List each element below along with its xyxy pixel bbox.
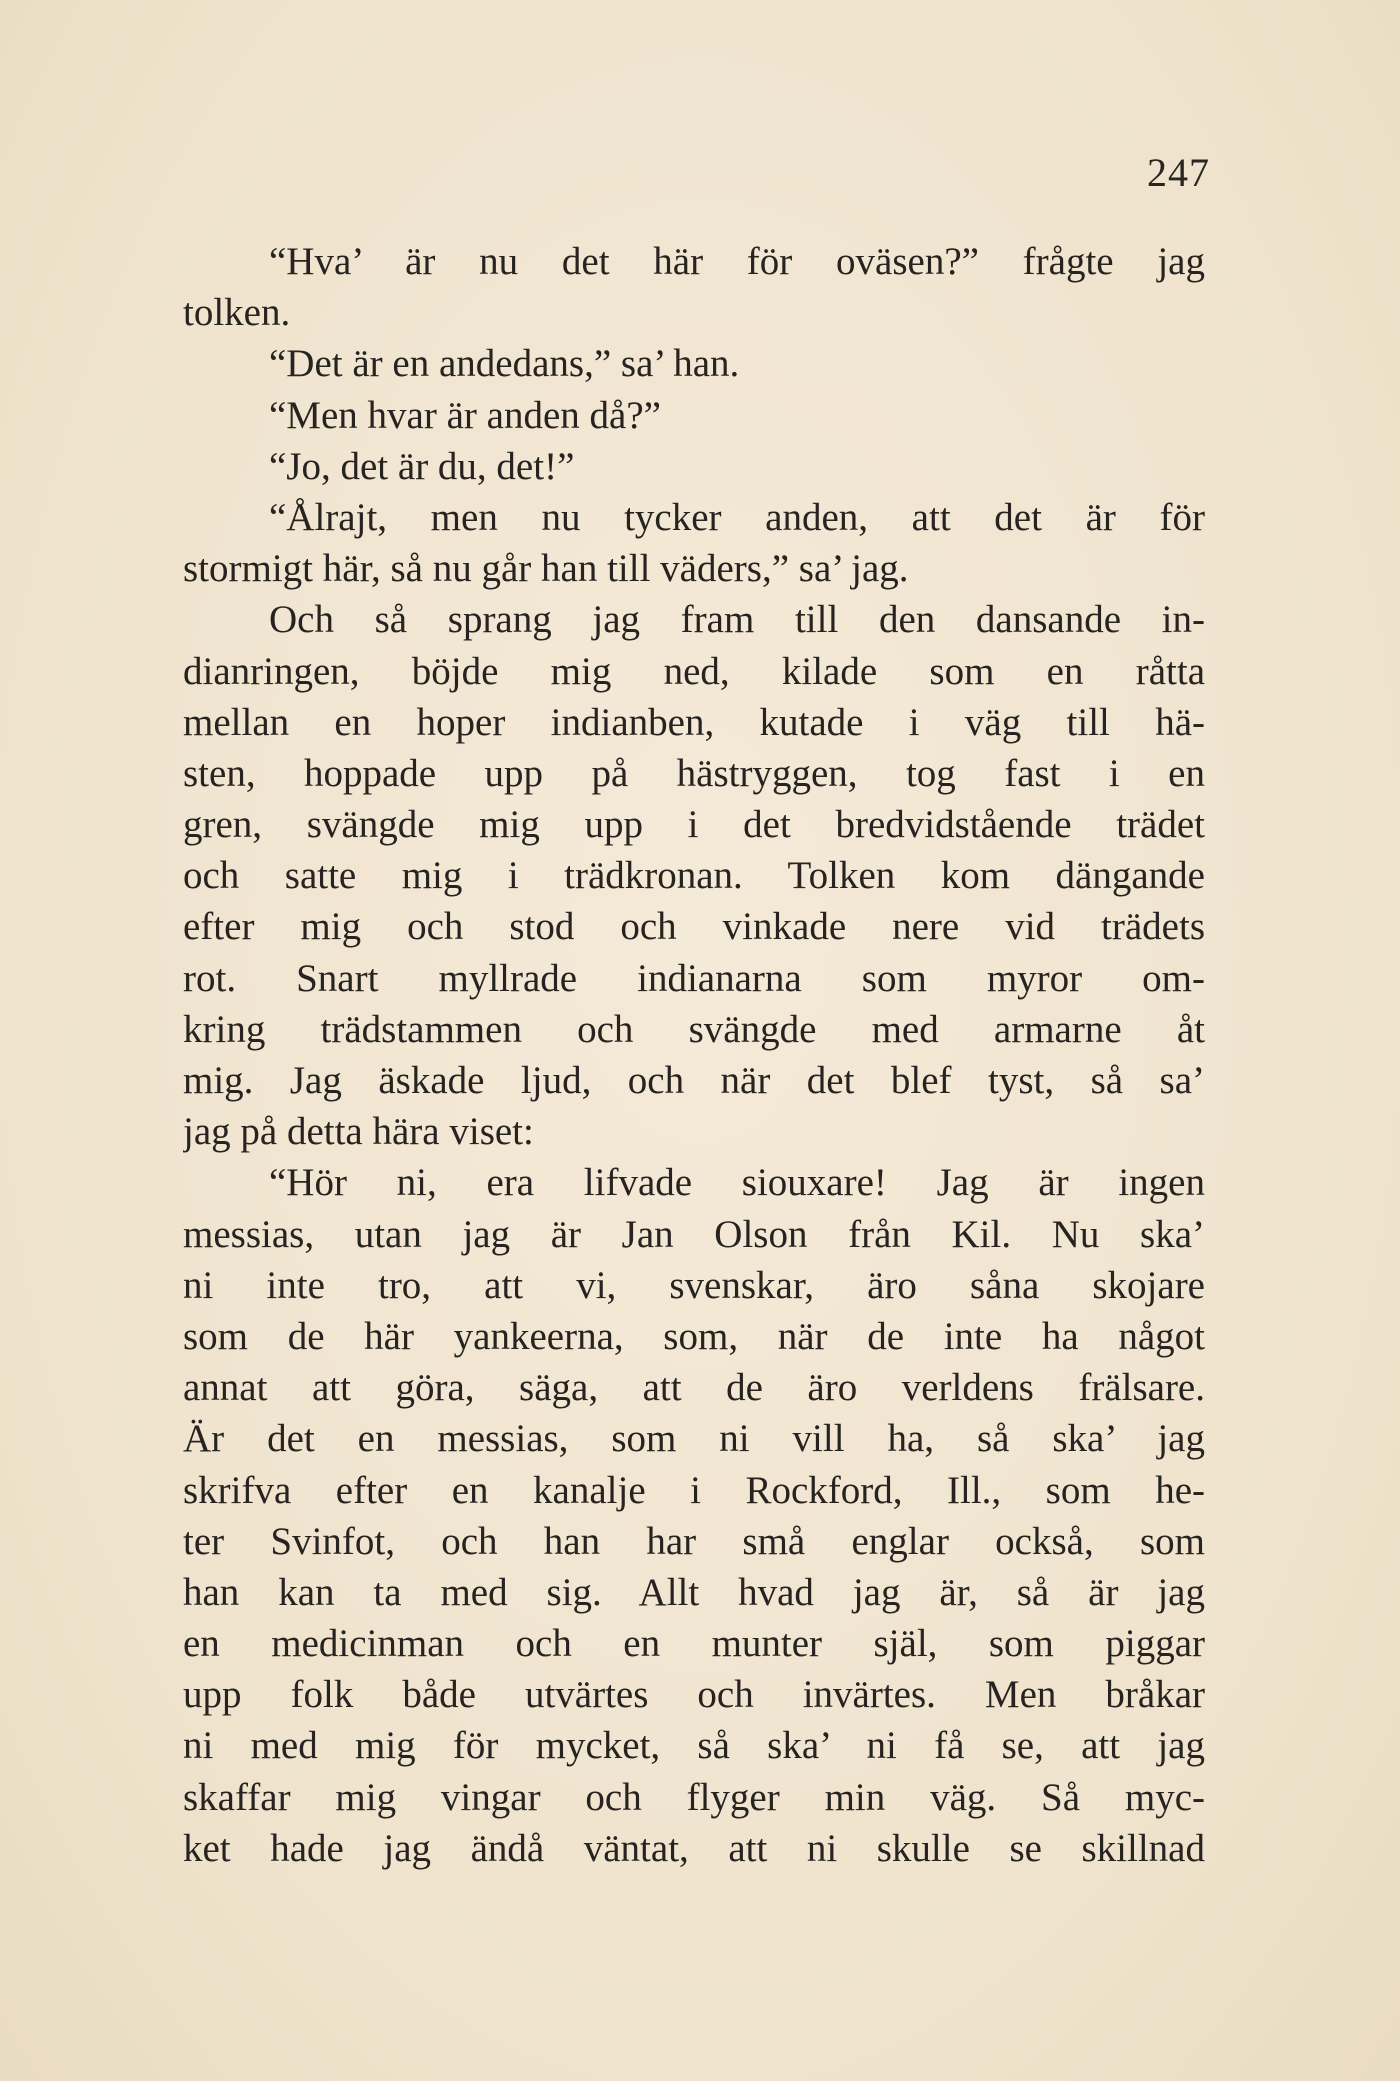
text-line: stormigt här, så nu går han till väders,” sa’ jag.: [183, 547, 909, 591]
text-line: ket hade jag ändå väntat, att ni skulle se skillnad: [183, 1826, 1205, 1870]
text-line: “Jo, det är du, det!”: [269, 444, 575, 488]
text-line: “Det är en andedans,” sa’ han.: [269, 342, 740, 386]
text-line: och satte mig i trädkronan. Tolken kom dängande: [183, 854, 1205, 898]
text-line: Och så sprang jag fram till den dansande in-: [269, 598, 1205, 642]
text-line: mellan en hoper indianben, kutade i väg till hä-: [183, 700, 1205, 744]
text-line: skaffar mig vingar och flyger min väg. Så myc-: [183, 1775, 1205, 1819]
text-line: han kan ta med sig. Allt hvad jag är, så är jag: [183, 1570, 1205, 1614]
text-line: kring trädstammen och svängde med armarne åt: [183, 1007, 1205, 1051]
text-line: “Hör ni, era lifvade siouxare! Jag är ingen: [269, 1161, 1205, 1205]
text-line: jag på detta hära viset:: [183, 1110, 534, 1154]
text-line: en medicinman och en munter själ, som piggar: [183, 1622, 1205, 1666]
text-line: gren, svängde mig upp i det bredvidstående trädet: [183, 803, 1205, 847]
text-line: mig. Jag äskade ljud, och när det blef tyst, så sa’: [183, 1059, 1205, 1102]
text-line: “Ålrajt, men nu tycker anden, att det är för: [269, 495, 1205, 539]
text-line: efter mig och stod och vinkade nere vid trädets: [183, 905, 1205, 949]
text-line: “Men hvar är anden då?”: [269, 393, 661, 437]
text-line: dianringen, böjde mig ned, kilade som en råtta: [183, 649, 1205, 693]
text-line: ter Svinfot, och han har små englar också, som: [183, 1519, 1205, 1563]
body-text: [183, 236, 1205, 1874]
text-line: skrifva efter en kanalje i Rockford, Ill., som he-: [183, 1468, 1205, 1512]
text-line: upp folk både utvärtes och invärtes. Men bråkar: [183, 1673, 1205, 1717]
text-line: ni med mig för mycket, så ska’ ni få se, att jag: [183, 1724, 1205, 1768]
text-line: annat att göra, säga, att de äro verldens frälsare.: [183, 1366, 1205, 1410]
text-line: Är det en messias, som ni vill ha, så ska’ jag: [183, 1417, 1205, 1461]
text-line: rot. Snart myllrade indianarna som myror om-: [183, 956, 1205, 1000]
text-line: ni inte tro, att vi, svenskar, äro såna skojare: [183, 1263, 1205, 1307]
text-line: “Hva’ är nu det här för oväsen?” frågte jag: [269, 240, 1205, 283]
text-line: messias, utan jag är Jan Olson från Kil. Nu ska’: [183, 1212, 1205, 1256]
page-number: 247: [1147, 150, 1210, 195]
text-line: som de här yankeerna, som, när de inte ha något: [183, 1314, 1205, 1358]
text-line: tolken.: [183, 291, 291, 335]
text-line: sten, hoppade upp på hästryggen, tog fast i en: [183, 751, 1205, 795]
